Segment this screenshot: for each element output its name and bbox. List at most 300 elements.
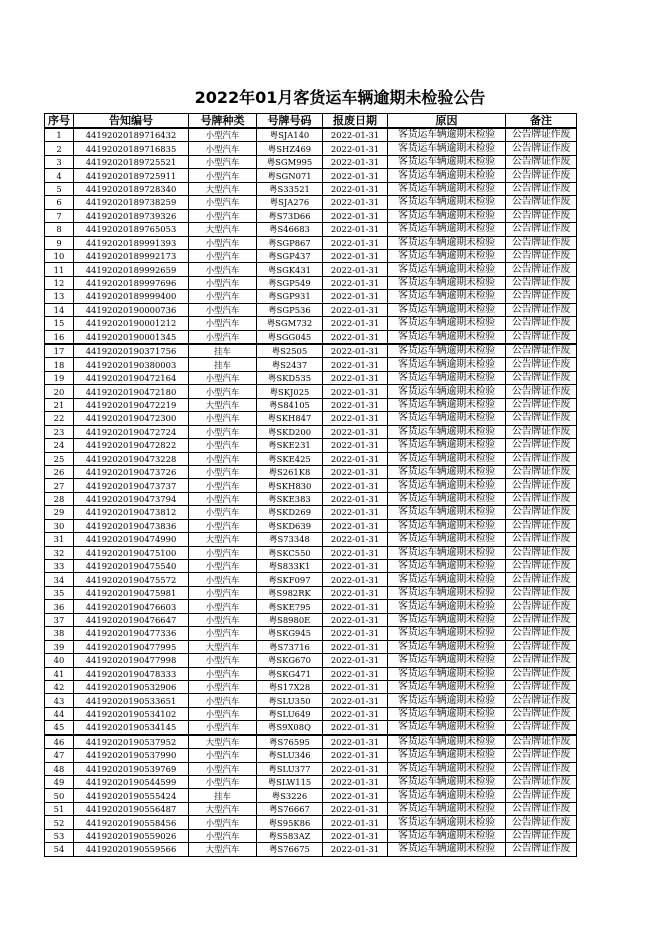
cell-index: 32 [45, 546, 74, 559]
table-row [45, 546, 577, 559]
cell-remark: 公告牌证作废 [506, 519, 577, 532]
cell-scrap-date: 2022-01-31 [323, 533, 388, 546]
header-notice-number: 告知编号 [74, 114, 189, 129]
cell-scrap-date: 2022-01-31 [323, 317, 388, 330]
cell-plate-number: 粤SKE231 [257, 439, 323, 452]
cell-scrap-date: 2022-01-31 [323, 249, 388, 262]
cell-plate-number: 粤SKC550 [257, 546, 323, 559]
table-row [45, 533, 577, 546]
table-row [45, 276, 577, 289]
cell-scrap-date: 2022-01-31 [323, 829, 388, 842]
cell-remark: 公告牌证作废 [506, 196, 577, 209]
cell-notice-number: 44192020190475540 [74, 560, 189, 573]
cell-plate-type: 小型汽车 [189, 142, 257, 155]
cell-plate-number: 粤S261K8 [257, 465, 323, 478]
cell-reason: 客货运车辆逾期未检验 [388, 223, 506, 236]
cell-scrap-date: 2022-01-31 [323, 155, 388, 168]
table-row [45, 654, 577, 667]
cell-scrap-date: 2022-01-31 [323, 762, 388, 775]
cell-notice-number: 44192020189739326 [74, 209, 189, 222]
cell-reason: 客货运车辆逾期未检验 [388, 263, 506, 276]
cell-notice-number: 44192020189725911 [74, 169, 189, 182]
cell-notice-number: 44192020190380003 [74, 358, 189, 371]
cell-index: 53 [45, 829, 74, 842]
cell-index: 30 [45, 519, 74, 532]
cell-index: 29 [45, 506, 74, 519]
cell-plate-type: 小型汽车 [189, 694, 257, 707]
page-title: 2022年01月客货运车辆逾期未检验公告 [194, 88, 486, 107]
cell-remark: 公告牌证作废 [506, 654, 577, 667]
cell-remark: 公告牌证作废 [506, 439, 577, 452]
cell-plate-type: 大型汽车 [189, 640, 257, 653]
cell-plate-type: 小型汽车 [189, 209, 257, 222]
cell-scrap-date: 2022-01-31 [323, 843, 388, 856]
cell-index: 27 [45, 479, 74, 492]
cell-remark: 公告牌证作废 [506, 492, 577, 505]
cell-scrap-date: 2022-01-31 [323, 398, 388, 411]
cell-plate-type: 小型汽车 [189, 721, 257, 735]
cell-reason: 客货运车辆逾期未检验 [388, 654, 506, 667]
table-row [45, 707, 577, 720]
cell-notice-number: 44192020190556487 [74, 802, 189, 815]
cell-plate-number: 粤SLU377 [257, 762, 323, 775]
cell-remark: 公告牌证作废 [506, 749, 577, 762]
cell-reason: 客货运车辆逾期未检验 [388, 560, 506, 573]
cell-plate-number: 粤SLW115 [257, 776, 323, 789]
cell-scrap-date: 2022-01-31 [323, 196, 388, 209]
cell-plate-number: 粤SKD535 [257, 371, 323, 384]
cell-notice-number: 44192020190472219 [74, 398, 189, 411]
cell-index: 12 [45, 276, 74, 289]
cell-plate-number: 粤SJA276 [257, 196, 323, 209]
cell-index: 22 [45, 412, 74, 425]
cell-reason: 客货运车辆逾期未检验 [388, 816, 506, 829]
cell-plate-number: 粤SKD639 [257, 519, 323, 532]
cell-remark: 公告牌证作废 [506, 371, 577, 384]
cell-remark: 公告牌证作废 [506, 707, 577, 720]
cell-remark: 公告牌证作废 [506, 546, 577, 559]
cell-remark: 公告牌证作废 [506, 358, 577, 371]
cell-index: 50 [45, 789, 74, 802]
cell-plate-number: 粤S2505 [257, 344, 323, 358]
table-row [45, 586, 577, 599]
cell-index: 4 [45, 169, 74, 182]
cell-scrap-date: 2022-01-31 [323, 789, 388, 802]
cell-reason: 客货运车辆逾期未检验 [388, 182, 506, 195]
cell-remark: 公告牌证作废 [506, 694, 577, 707]
cell-plate-type: 小型汽车 [189, 762, 257, 775]
cell-reason: 客货运车辆逾期未检验 [388, 586, 506, 599]
cell-notice-number: 44192020189728340 [74, 182, 189, 195]
cell-plate-type: 挂车 [189, 789, 257, 802]
cell-scrap-date: 2022-01-31 [323, 573, 388, 586]
cell-notice-number: 44192020189997696 [74, 276, 189, 289]
cell-index: 11 [45, 263, 74, 276]
table-row [45, 479, 577, 492]
cell-notice-number: 44192020190534102 [74, 707, 189, 720]
cell-reason: 客货运车辆逾期未检验 [388, 802, 506, 815]
header-plate-number: 号牌号码 [257, 114, 323, 129]
cell-scrap-date: 2022-01-31 [323, 680, 388, 693]
cell-remark: 公告牌证作废 [506, 142, 577, 155]
cell-remark: 公告牌证作废 [506, 721, 577, 735]
cell-index: 39 [45, 640, 74, 653]
cell-plate-type: 小型汽车 [189, 385, 257, 398]
cell-remark: 公告牌证作废 [506, 236, 577, 249]
cell-remark: 公告牌证作废 [506, 680, 577, 693]
cell-plate-number: 粤S17X28 [257, 680, 323, 693]
cell-notice-number: 44192020189765053 [74, 223, 189, 236]
header-reason: 原因 [388, 114, 506, 129]
cell-scrap-date: 2022-01-31 [323, 586, 388, 599]
cell-plate-number: 粤SGP536 [257, 303, 323, 316]
cell-remark: 公告牌证作废 [506, 290, 577, 303]
cell-index: 25 [45, 452, 74, 465]
cell-index: 3 [45, 155, 74, 168]
cell-index: 5 [45, 182, 74, 195]
cell-plate-number: 粤S9X08Q [257, 721, 323, 735]
cell-remark: 公告牌证作废 [506, 182, 577, 195]
cell-index: 49 [45, 776, 74, 789]
table-row [45, 317, 577, 330]
cell-index: 21 [45, 398, 74, 411]
cell-scrap-date: 2022-01-31 [323, 142, 388, 155]
cell-reason: 客货运车辆逾期未检验 [388, 236, 506, 249]
cell-plate-number: 粤SGK431 [257, 263, 323, 276]
header-remark: 备注 [506, 114, 577, 129]
cell-notice-number: 44192020190472300 [74, 412, 189, 425]
cell-notice-number: 44192020190475981 [74, 586, 189, 599]
cell-index: 17 [45, 344, 74, 358]
table-row [45, 680, 577, 693]
cell-plate-type: 小型汽车 [189, 600, 257, 613]
cell-remark: 公告牌证作废 [506, 802, 577, 815]
cell-plate-number: 粤SKG670 [257, 654, 323, 667]
cell-remark: 公告牌证作废 [506, 317, 577, 330]
cell-plate-type: 小型汽车 [189, 196, 257, 209]
cell-notice-number: 44192020190559026 [74, 829, 189, 842]
cell-plate-number: 粤S3226 [257, 789, 323, 802]
cell-remark: 公告牌证作废 [506, 465, 577, 478]
cell-remark: 公告牌证作废 [506, 276, 577, 289]
cell-index: 1 [45, 128, 74, 142]
cell-plate-type: 小型汽车 [189, 627, 257, 640]
cell-reason: 客货运车辆逾期未检验 [388, 465, 506, 478]
cell-notice-number: 44192020190001212 [74, 317, 189, 330]
cell-reason: 客货运车辆逾期未检验 [388, 142, 506, 155]
table-row [45, 600, 577, 613]
cell-scrap-date: 2022-01-31 [323, 182, 388, 195]
cell-remark: 公告牌证作废 [506, 586, 577, 599]
cell-plate-number: 粤S76595 [257, 735, 323, 749]
cell-remark: 公告牌证作废 [506, 789, 577, 802]
cell-plate-type: 大型汽车 [189, 802, 257, 815]
cell-remark: 公告牌证作废 [506, 776, 577, 789]
cell-plate-type: 大型汽车 [189, 735, 257, 749]
cell-plate-number: 粤SGM995 [257, 155, 323, 168]
table-row [45, 249, 577, 262]
cell-plate-type: 小型汽车 [189, 439, 257, 452]
cell-plate-type: 小型汽车 [189, 519, 257, 532]
cell-scrap-date: 2022-01-31 [323, 169, 388, 182]
cell-plate-type: 小型汽车 [189, 613, 257, 626]
cell-index: 34 [45, 573, 74, 586]
table-row [45, 829, 577, 842]
cell-plate-type: 小型汽车 [189, 667, 257, 680]
cell-index: 6 [45, 196, 74, 209]
table-row [45, 196, 577, 209]
cell-index: 7 [45, 209, 74, 222]
cell-notice-number: 44192020190371756 [74, 344, 189, 358]
cell-notice-number: 44192020190558456 [74, 816, 189, 829]
cell-notice-number: 44192020190475572 [74, 573, 189, 586]
cell-plate-type: 小型汽车 [189, 506, 257, 519]
table-row [45, 816, 577, 829]
cell-index: 23 [45, 425, 74, 438]
cell-index: 35 [45, 586, 74, 599]
table-row [45, 142, 577, 155]
cell-notice-number: 44192020190472724 [74, 425, 189, 438]
cell-plate-type: 小型汽车 [189, 560, 257, 573]
cell-plate-number: 粤SKH830 [257, 479, 323, 492]
cell-scrap-date: 2022-01-31 [323, 385, 388, 398]
cell-scrap-date: 2022-01-31 [323, 560, 388, 573]
cell-index: 48 [45, 762, 74, 775]
cell-plate-type: 大型汽车 [189, 398, 257, 411]
table-row [45, 749, 577, 762]
cell-reason: 客货运车辆逾期未检验 [388, 533, 506, 546]
cell-plate-type: 小型汽车 [189, 829, 257, 842]
cell-index: 37 [45, 613, 74, 626]
cell-index: 52 [45, 816, 74, 829]
table-row [45, 358, 577, 371]
cell-plate-type: 小型汽车 [189, 276, 257, 289]
cell-plate-number: 粤SGG045 [257, 330, 323, 344]
cell-plate-type: 小型汽车 [189, 412, 257, 425]
cell-notice-number: 44192020190537990 [74, 749, 189, 762]
table-row [45, 371, 577, 384]
cell-notice-number: 44192020190472822 [74, 439, 189, 452]
cell-remark: 公告牌证作废 [506, 223, 577, 236]
cell-scrap-date: 2022-01-31 [323, 654, 388, 667]
table-row [45, 802, 577, 815]
cell-plate-type: 小型汽车 [189, 169, 257, 182]
cell-plate-type: 小型汽车 [189, 586, 257, 599]
cell-reason: 客货运车辆逾期未检验 [388, 667, 506, 680]
cell-remark: 公告牌证作废 [506, 560, 577, 573]
table-row [45, 344, 577, 358]
cell-reason: 客货运车辆逾期未检验 [388, 317, 506, 330]
cell-index: 24 [45, 439, 74, 452]
header-scrap-date: 报废日期 [323, 114, 388, 129]
cell-scrap-date: 2022-01-31 [323, 721, 388, 735]
cell-remark: 公告牌证作废 [506, 762, 577, 775]
cell-plate-type: 小型汽车 [189, 371, 257, 384]
cell-notice-number: 44192020190001345 [74, 330, 189, 344]
cell-plate-type: 大型汽车 [189, 223, 257, 236]
table-row [45, 721, 577, 735]
cell-reason: 客货运车辆逾期未检验 [388, 290, 506, 303]
cell-plate-number: 粤SKE425 [257, 452, 323, 465]
cell-reason: 客货运车辆逾期未检验 [388, 412, 506, 425]
header-plate-type: 号牌种类 [189, 114, 257, 129]
cell-plate-number: 粤SKE383 [257, 492, 323, 505]
cell-plate-type: 小型汽车 [189, 492, 257, 505]
table-row [45, 439, 577, 452]
cell-reason: 客货运车辆逾期未检验 [388, 425, 506, 438]
cell-plate-number: 粤S33521 [257, 182, 323, 195]
cell-plate-number: 粤S95K86 [257, 816, 323, 829]
table-row [45, 843, 577, 856]
cell-notice-number: 44192020190472164 [74, 371, 189, 384]
cell-scrap-date: 2022-01-31 [323, 439, 388, 452]
cell-notice-number: 44192020189725521 [74, 155, 189, 168]
cell-index: 19 [45, 371, 74, 384]
table-row [45, 560, 577, 573]
cell-plate-type: 小型汽车 [189, 263, 257, 276]
cell-plate-number: 粤S73716 [257, 640, 323, 653]
cell-index: 36 [45, 600, 74, 613]
table-row [45, 412, 577, 425]
table-row [45, 506, 577, 519]
cell-plate-number: 粤SKF097 [257, 573, 323, 586]
cell-scrap-date: 2022-01-31 [323, 802, 388, 815]
cell-index: 8 [45, 223, 74, 236]
table-row [45, 398, 577, 411]
table-row [45, 762, 577, 775]
cell-scrap-date: 2022-01-31 [323, 640, 388, 653]
cell-scrap-date: 2022-01-31 [323, 290, 388, 303]
cell-remark: 公告牌证作废 [506, 425, 577, 438]
cell-scrap-date: 2022-01-31 [323, 358, 388, 371]
cell-notice-number: 44192020189716432 [74, 128, 189, 142]
table-row [45, 613, 577, 626]
cell-notice-number: 44192020190473812 [74, 506, 189, 519]
cell-scrap-date: 2022-01-31 [323, 425, 388, 438]
table-row [45, 627, 577, 640]
cell-reason: 客货运车辆逾期未检验 [388, 721, 506, 735]
cell-plate-type: 挂车 [189, 344, 257, 358]
table-row [45, 263, 577, 276]
cell-notice-number: 44192020190478333 [74, 667, 189, 680]
cell-remark: 公告牌证作废 [506, 667, 577, 680]
cell-plate-type: 大型汽车 [189, 843, 257, 856]
cell-index: 15 [45, 317, 74, 330]
cell-remark: 公告牌证作废 [506, 330, 577, 344]
cell-scrap-date: 2022-01-31 [323, 667, 388, 680]
cell-plate-number: 粤SGP931 [257, 290, 323, 303]
cell-remark: 公告牌证作废 [506, 816, 577, 829]
cell-index: 40 [45, 654, 74, 667]
cell-plate-type: 大型汽车 [189, 533, 257, 546]
cell-reason: 客货运车辆逾期未检验 [388, 344, 506, 358]
cell-notice-number: 44192020190477998 [74, 654, 189, 667]
cell-remark: 公告牌证作废 [506, 452, 577, 465]
cell-reason: 客货运车辆逾期未检验 [388, 749, 506, 762]
cell-remark: 公告牌证作废 [506, 506, 577, 519]
cell-remark: 公告牌证作废 [506, 600, 577, 613]
cell-reason: 客货运车辆逾期未检验 [388, 600, 506, 613]
cell-remark: 公告牌证作废 [506, 627, 577, 640]
cell-plate-type: 小型汽车 [189, 465, 257, 478]
cell-index: 54 [45, 843, 74, 856]
cell-notice-number: 44192020190537952 [74, 735, 189, 749]
table-row [45, 465, 577, 478]
cell-remark: 公告牌证作废 [506, 155, 577, 168]
cell-remark: 公告牌证作废 [506, 843, 577, 856]
cell-plate-number: 粤SGP549 [257, 276, 323, 289]
cell-remark: 公告牌证作废 [506, 573, 577, 586]
cell-plate-number: 粤S76675 [257, 843, 323, 856]
cell-index: 46 [45, 735, 74, 749]
table-body [45, 128, 577, 856]
cell-plate-type: 小型汽车 [189, 749, 257, 762]
cell-notice-number: 44192020190473794 [74, 492, 189, 505]
cell-plate-number: 粤S2437 [257, 358, 323, 371]
cell-plate-number: 粤SGN071 [257, 169, 323, 182]
cell-notice-number: 44192020190476603 [74, 600, 189, 613]
cell-reason: 客货运车辆逾期未检验 [388, 776, 506, 789]
cell-index: 14 [45, 303, 74, 316]
cell-plate-type: 小型汽车 [189, 290, 257, 303]
cell-remark: 公告牌证作废 [506, 412, 577, 425]
cell-index: 26 [45, 465, 74, 478]
cell-scrap-date: 2022-01-31 [323, 816, 388, 829]
cell-reason: 客货运车辆逾期未检验 [388, 519, 506, 532]
cell-scrap-date: 2022-01-31 [323, 371, 388, 384]
cell-scrap-date: 2022-01-31 [323, 236, 388, 249]
cell-reason: 客货运车辆逾期未检验 [388, 479, 506, 492]
table-row [45, 303, 577, 316]
cell-plate-type: 小型汽车 [189, 816, 257, 829]
cell-remark: 公告牌证作废 [506, 613, 577, 626]
cell-scrap-date: 2022-01-31 [323, 707, 388, 720]
cell-index: 13 [45, 290, 74, 303]
cell-remark: 公告牌证作废 [506, 263, 577, 276]
table-row [45, 573, 577, 586]
cell-plate-type: 小型汽车 [189, 317, 257, 330]
table-row [45, 789, 577, 802]
cell-plate-number: 粤SGM732 [257, 317, 323, 330]
cell-reason: 客货运车辆逾期未检验 [388, 385, 506, 398]
cell-plate-number: 粤S982RK [257, 586, 323, 599]
table-row [45, 155, 577, 168]
cell-scrap-date: 2022-01-31 [323, 223, 388, 236]
cell-plate-number: 粤SGP437 [257, 249, 323, 262]
cell-reason: 客货运车辆逾期未检验 [388, 680, 506, 693]
cell-plate-type: 小型汽车 [189, 128, 257, 142]
cell-notice-number: 44192020189991393 [74, 236, 189, 249]
cell-index: 18 [45, 358, 74, 371]
cell-index: 28 [45, 492, 74, 505]
cell-reason: 客货运车辆逾期未检验 [388, 762, 506, 775]
cell-index: 42 [45, 680, 74, 693]
cell-scrap-date: 2022-01-31 [323, 546, 388, 559]
cell-scrap-date: 2022-01-31 [323, 330, 388, 344]
cell-notice-number: 44192020190532906 [74, 680, 189, 693]
table-row [45, 330, 577, 344]
table-row [45, 519, 577, 532]
cell-scrap-date: 2022-01-31 [323, 263, 388, 276]
cell-remark: 公告牌证作废 [506, 479, 577, 492]
table-row [45, 385, 577, 398]
cell-scrap-date: 2022-01-31 [323, 627, 388, 640]
cell-notice-number: 44192020189738259 [74, 196, 189, 209]
cell-plate-type: 小型汽车 [189, 573, 257, 586]
cell-plate-type: 小型汽车 [189, 155, 257, 168]
cell-plate-number: 粤SHZ469 [257, 142, 323, 155]
cell-remark: 公告牌证作废 [506, 640, 577, 653]
